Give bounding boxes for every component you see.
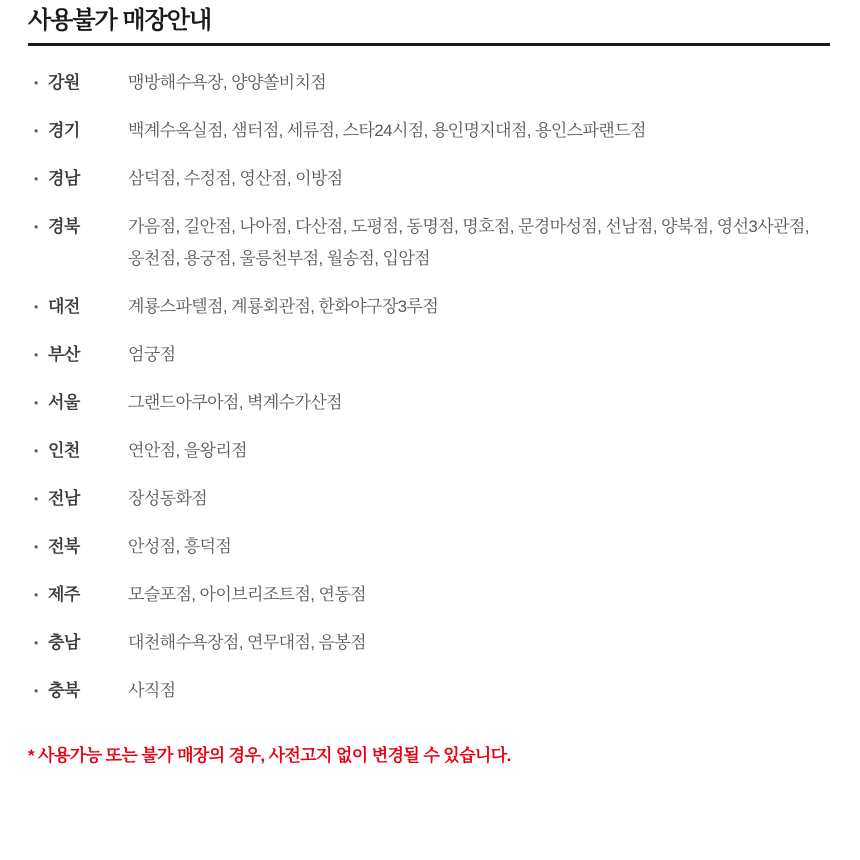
region-row-jeju <box>28 579 830 611</box>
region-label: 경기 <box>48 121 80 140</box>
bullet-icon: • <box>34 444 38 458</box>
bullet-icon: • <box>34 492 38 506</box>
change-notice-text: * 사용가능 또는 불가 매장의 경우, 사전고지 없이 변경될 수 있습니다. <box>28 746 511 765</box>
store-list-text: 대천해수욕장점, 연무대점, 음봉점 <box>128 633 367 652</box>
region-label: 서울 <box>48 393 80 412</box>
bullet-icon: • <box>34 636 38 650</box>
region-row-gyeonggi <box>28 115 830 147</box>
region-label: 강원 <box>48 73 80 92</box>
bullet-icon: • <box>34 540 38 554</box>
store-list-text: 사직점 <box>128 681 176 700</box>
store-list-text: 가음점, 길안점, 나아점, 다산점, 도평점, 동명점, 명호점, 문경마성점, 선남점, 양북점, 영선3사관점, 옹천점, 용궁점, 울릉천부점, 월송점, 입암점 <box>128 217 809 268</box>
store-list-text: 백계수옥실점, 샘터점, 세류점, 스타24시점, 용인명지대점, 용인스파랜드점 <box>128 121 646 140</box>
region-row-incheon <box>28 435 830 467</box>
store-list-text: 장성동화점 <box>128 489 208 508</box>
region-label: 경북 <box>48 217 80 236</box>
bullet-icon: • <box>34 348 38 362</box>
store-list-text: 안성점, 흥덕점 <box>128 537 232 556</box>
region-row-chungnam <box>28 627 830 659</box>
region-row-gyeongnam <box>28 163 830 195</box>
title-divider <box>28 43 830 46</box>
region-row-jeonbuk <box>28 531 830 563</box>
region-row-jeonnam <box>28 483 830 515</box>
store-list-text: 연안점, 을왕리점 <box>128 441 248 460</box>
region-label: 대전 <box>48 297 80 316</box>
bullet-icon: • <box>34 300 38 314</box>
bullet-icon: • <box>34 684 38 698</box>
store-list-text: 계룡스파텔점, 계룡회관점, 한화야구장3루점 <box>128 297 439 316</box>
region-label: 전남 <box>48 489 80 508</box>
region-label: 전북 <box>48 537 80 556</box>
bullet-icon: • <box>34 396 38 410</box>
bullet-icon: • <box>34 588 38 602</box>
region-row-chungbuk <box>28 675 830 707</box>
region-label: 부산 <box>48 345 80 364</box>
region-row-gyeongbuk <box>28 211 830 275</box>
region-label: 제주 <box>48 585 80 604</box>
region-row-seoul <box>28 387 830 419</box>
region-row-busan <box>28 339 830 371</box>
store-list-text: 그랜드아쿠아점, 벽계수가산점 <box>128 393 342 412</box>
page-title: 사용불가 매장안내 <box>28 7 212 34</box>
bullet-icon: • <box>34 220 38 234</box>
region-row-gangwon <box>28 67 830 99</box>
store-list-text: 삼덕점, 수정점, 영산점, 이방점 <box>128 169 343 188</box>
region-label: 충북 <box>48 681 80 700</box>
region-label: 경남 <box>48 169 80 188</box>
bullet-icon: • <box>34 124 38 138</box>
bullet-icon: • <box>34 76 38 90</box>
region-label: 충남 <box>48 633 80 652</box>
bullet-icon: • <box>34 172 38 186</box>
region-store-list <box>28 67 830 707</box>
store-list-text: 맹방해수욕장, 양양쏠비치점 <box>128 73 327 92</box>
store-list-text: 모슬포점, 아이브리조트점, 연동점 <box>128 585 367 604</box>
region-row-daejeon <box>28 291 830 323</box>
store-list-text: 엄궁점 <box>128 345 176 364</box>
region-label: 인천 <box>48 441 80 460</box>
